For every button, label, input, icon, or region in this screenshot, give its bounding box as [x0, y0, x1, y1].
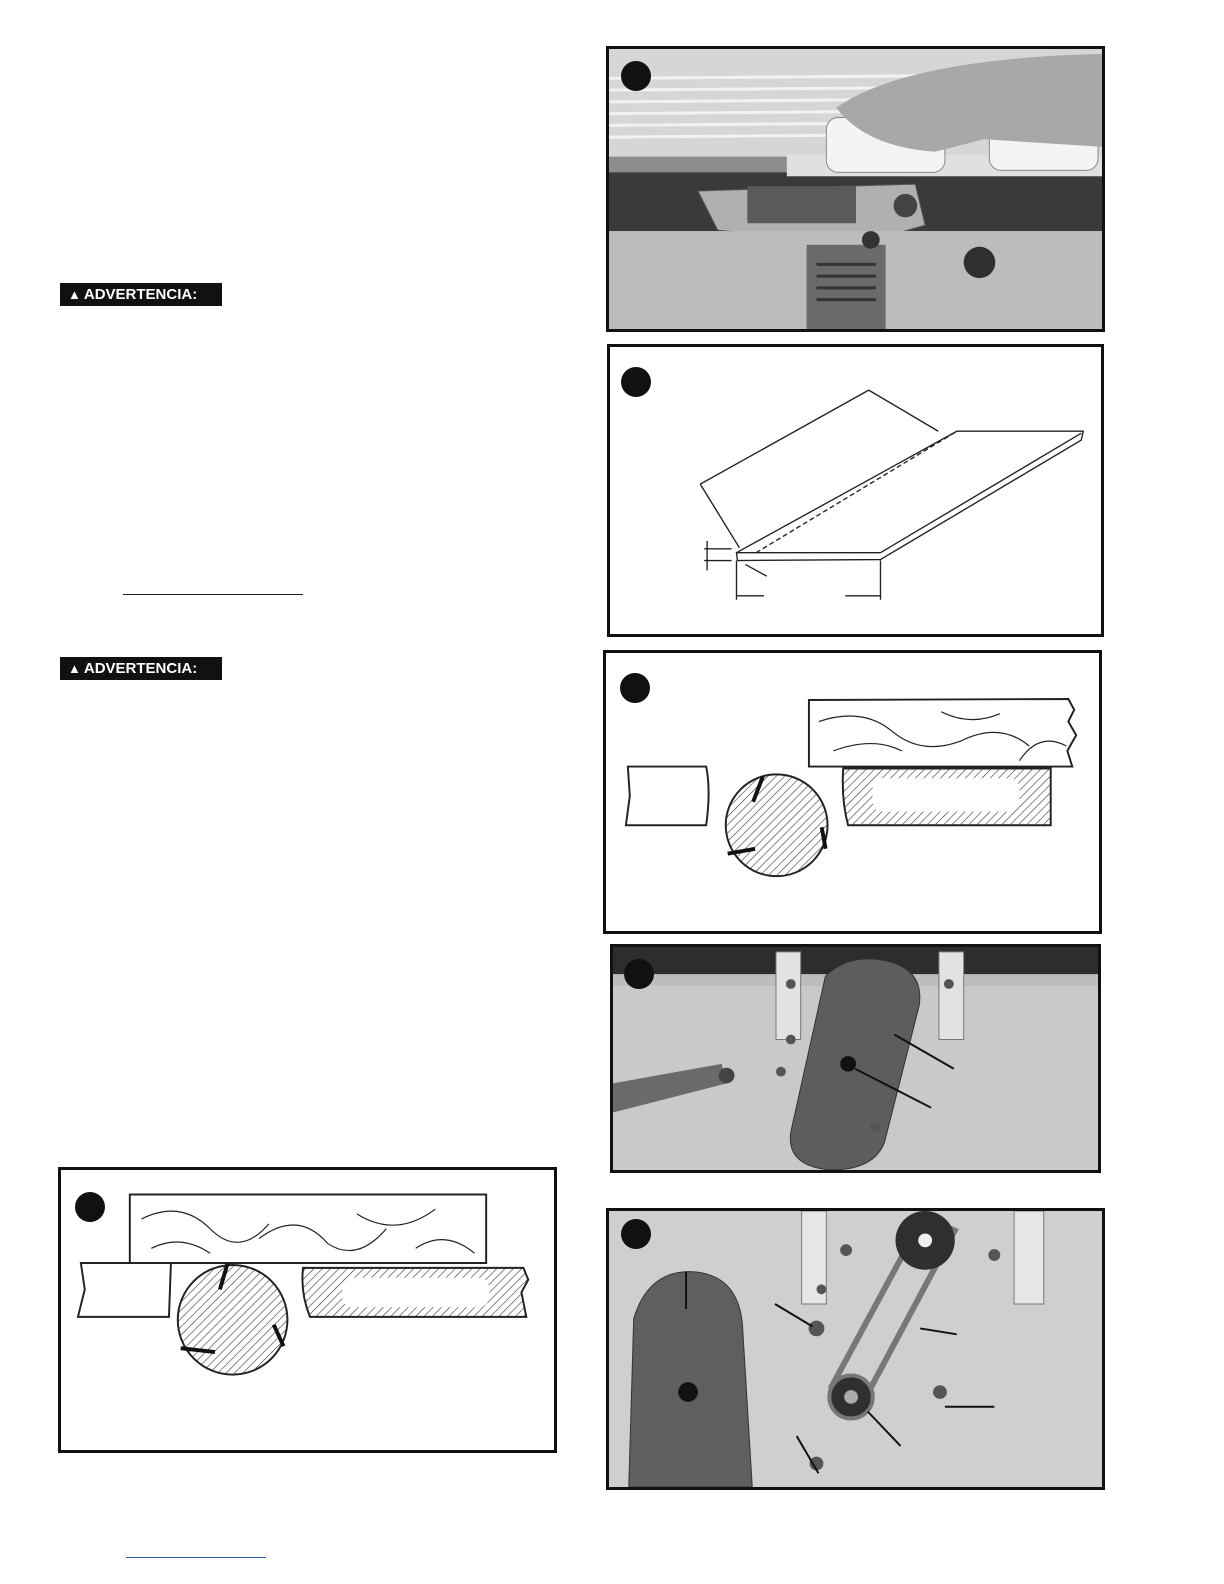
warning-triangle-icon: ▲ [68, 287, 81, 302]
figure-board-dimensions [607, 344, 1104, 637]
figure-number-badge [621, 1219, 651, 1249]
figure-photo-belt-guard [610, 944, 1101, 1173]
figure-cutterhead-infeed-outfeed [58, 1167, 557, 1453]
figure-number-badge [624, 959, 654, 989]
underline-rule [123, 594, 303, 595]
footer-rule [126, 1557, 266, 1558]
figure-photo-push-blocks [606, 46, 1105, 332]
figure-photo-belt-pulleys [606, 1208, 1105, 1490]
warning-text: ADVERTENCIA: [83, 286, 198, 303]
warning-text: ADVERTENCIA: [83, 660, 198, 677]
figure-number-badge [75, 1192, 105, 1222]
warning-label-1 [60, 283, 222, 306]
figure-cutterhead-outfeed [603, 650, 1102, 934]
warning-triangle-icon: ▲ [68, 661, 81, 676]
warning-label-2 [60, 657, 222, 680]
figure-number-badge [621, 367, 651, 397]
figure-number-badge [621, 61, 651, 91]
figure-number-badge [620, 673, 650, 703]
